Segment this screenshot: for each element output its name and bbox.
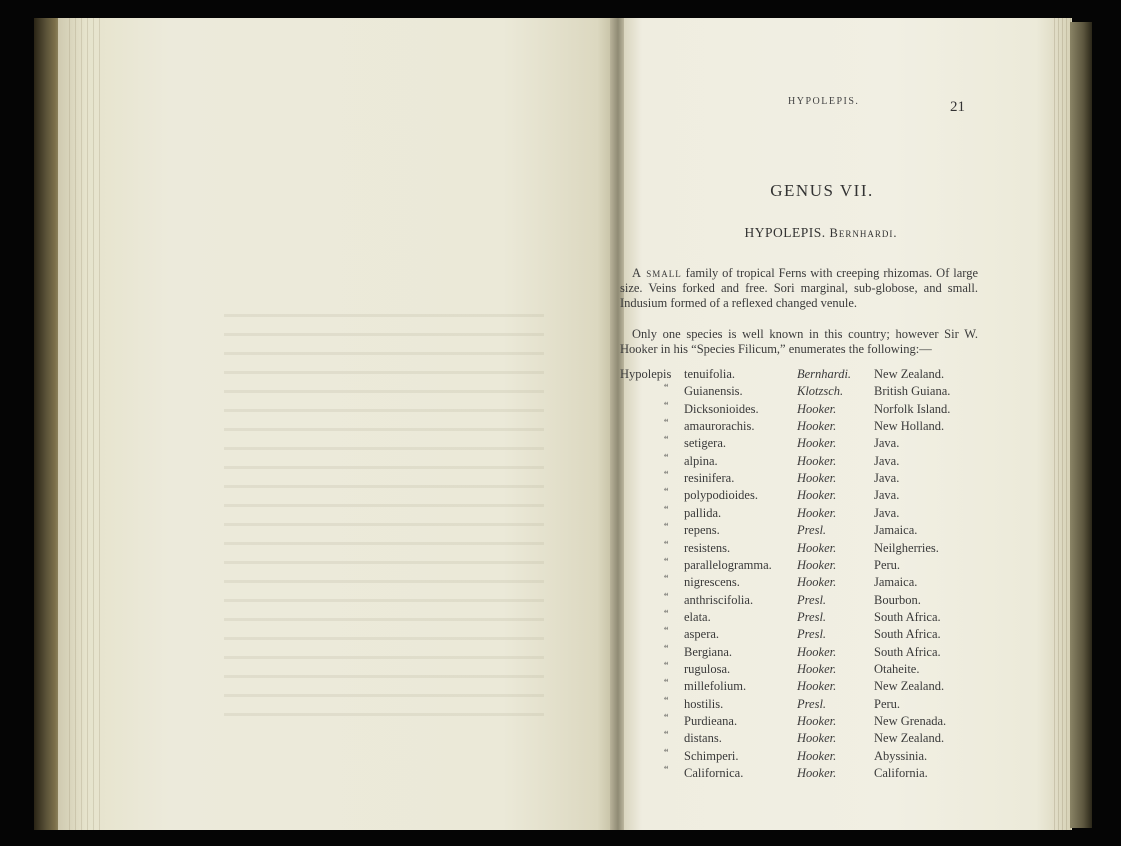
species-author: Hooker.: [797, 488, 837, 503]
species-row: [620, 593, 1000, 608]
species-row: [620, 506, 1000, 521]
bleed-through-text: [224, 298, 544, 718]
genus-heading: [656, 225, 986, 241]
species-author: Hooker.: [797, 679, 837, 694]
ditto-mark: “: [664, 418, 669, 430]
species-author: Presl.: [797, 696, 827, 711]
right-cover-edge: [1070, 22, 1092, 828]
species-author: Hooker.: [797, 748, 837, 763]
genus-authority: Bernhardi.: [829, 226, 898, 240]
species-name: aspera.: [684, 627, 720, 642]
ditto-mark: “: [664, 660, 669, 672]
ditto-mark: “: [664, 400, 669, 412]
species-row: [620, 541, 1000, 556]
species-locality: New Holland.: [874, 419, 945, 434]
species-author: Hooker.: [797, 419, 837, 434]
species-locality: New Grenada.: [874, 714, 947, 728]
species-name: rugulosa.: [684, 661, 731, 676]
species-locality: Java.: [874, 505, 900, 520]
species-name: nigrescens.: [684, 575, 740, 590]
ditto-mark: “: [664, 452, 669, 464]
running-head: HYPOLEPIS.: [788, 96, 860, 107]
species-author: Hooker.: [797, 644, 837, 659]
species-author: Presl.: [797, 592, 827, 607]
species-name: tenuifolia.: [684, 367, 736, 381]
species-author: Hooker.: [797, 436, 837, 451]
species-name: repens.: [684, 523, 720, 538]
species-name: millefolium.: [684, 679, 747, 694]
left-blank-page: [58, 18, 614, 830]
ditto-mark: “: [664, 713, 669, 724]
species-locality: Peru.: [874, 696, 901, 711]
species-row: [620, 558, 1000, 573]
ditto-mark: “: [664, 747, 669, 759]
species-author: Hooker.: [797, 401, 837, 416]
ditto-mark: “: [664, 556, 669, 568]
species-locality: New Zealand.: [874, 679, 945, 694]
species-name: distans.: [684, 731, 722, 746]
species-name: Purdieana.: [684, 714, 738, 728]
ditto-mark: “: [664, 470, 669, 482]
species-author: Presl.: [797, 627, 827, 642]
species-genus-label: Hypolepis: [620, 367, 672, 381]
species-row: [620, 662, 1000, 677]
description-paragraph: [620, 266, 978, 312]
paragraph-lead: A small: [632, 266, 682, 280]
species-name: Guianensis.: [684, 384, 743, 399]
species-name: resistens.: [684, 540, 731, 555]
species-intro-paragraph: Only one species is well known in this country; however Sir W. Hooker in his “Species Filicum,” enumerates the following:—: [620, 327, 978, 357]
species-locality: California.: [874, 766, 928, 781]
species-name: hostilis.: [684, 696, 724, 711]
species-row: [620, 471, 1000, 486]
species-row: [620, 454, 1000, 469]
species-author: Hooker.: [797, 453, 837, 468]
species-name: Bergiana.: [684, 644, 733, 659]
left-page-edges: [64, 18, 104, 830]
species-author: Presl.: [797, 609, 827, 624]
species-row: [620, 766, 1000, 781]
species-row: [620, 731, 1000, 746]
species-locality: Peru.: [874, 557, 901, 572]
ditto-mark: “: [664, 487, 669, 499]
ditto-mark: “: [664, 626, 669, 638]
species-name: alpina.: [684, 453, 718, 468]
species-author: Hooker.: [797, 540, 837, 555]
species-row: [620, 488, 1000, 503]
species-row: [620, 436, 1000, 451]
species-author: Hooker.: [797, 714, 837, 728]
page-number: 21: [950, 99, 965, 115]
species-locality: British Guiana.: [874, 384, 951, 399]
species-locality: New Zealand.: [874, 731, 945, 746]
species-row: [620, 627, 1000, 642]
ditto-mark: “: [664, 504, 669, 516]
species-name: anthriscifolia.: [684, 592, 754, 607]
species-locality: Jamaica.: [874, 575, 918, 590]
species-locality: Java.: [874, 488, 900, 503]
genus-title: GENUS VII.: [770, 181, 874, 200]
ditto-mark: “: [664, 678, 669, 690]
ditto-mark: “: [664, 574, 669, 586]
species-author: Hooker.: [797, 557, 837, 572]
species-name: Californica.: [684, 766, 744, 781]
species-row: [620, 697, 1000, 712]
species-name: Schimperi.: [684, 748, 739, 763]
species-locality: New Zealand.: [874, 367, 945, 381]
species-locality: Abyssinia.: [874, 748, 928, 763]
species-name: setigera.: [684, 436, 726, 451]
species-locality: Norfolk Island.: [874, 401, 951, 416]
ditto-mark: “: [664, 435, 669, 447]
species-name: resinifera.: [684, 471, 735, 486]
species-locality: Bourbon.: [874, 592, 921, 607]
species-author: Hooker.: [797, 505, 837, 520]
ditto-mark: “: [664, 730, 669, 742]
species-name: amaurorachis.: [684, 419, 755, 434]
species-author: Hooker.: [797, 661, 837, 676]
species-locality: Java.: [874, 453, 900, 468]
species-name: Dicksonioides.: [684, 401, 759, 416]
species-author: Hooker.: [797, 766, 837, 781]
species-author: Hooker.: [797, 731, 837, 746]
species-row: [620, 610, 1000, 625]
species-locality: South Africa.: [874, 609, 941, 624]
species-row: [620, 523, 1000, 538]
species-row: [620, 575, 1000, 590]
species-locality: South Africa.: [874, 627, 941, 642]
species-locality: Jamaica.: [874, 523, 918, 538]
species-row: [620, 384, 1000, 399]
ditto-mark: “: [664, 608, 669, 620]
species-name: parallelogramma.: [684, 557, 772, 572]
species-row: [620, 645, 1000, 660]
species-locality: Neilgherries.: [874, 540, 939, 555]
ditto-mark: “: [664, 765, 669, 777]
species-name: pallida.: [684, 505, 722, 520]
ditto-mark: “: [664, 383, 669, 395]
species-author: Hooker.: [797, 575, 837, 590]
species-author: Bernhardi.: [797, 367, 852, 381]
paragraph-body: family of tropical Ferns with creeping rhizomas. Of large size. Veins forked and free. Sori marginal, sub-globose, and small. Indusium formed of a reflexed changed venule.: [620, 266, 979, 311]
species-row: [620, 419, 1000, 434]
species-row: [620, 402, 1000, 417]
ditto-mark: “: [664, 695, 669, 707]
species-name: polypodioides.: [684, 488, 758, 503]
ditto-mark: “: [664, 539, 669, 551]
species-row: [620, 367, 1000, 382]
ditto-mark: “: [664, 643, 669, 655]
species-locality: Java.: [874, 471, 900, 486]
species-locality: Java.: [874, 436, 900, 451]
ditto-mark: “: [664, 591, 669, 603]
species-author: Klotzsch.: [797, 384, 844, 399]
ditto-mark: “: [664, 522, 669, 534]
species-locality: Otaheite.: [874, 661, 920, 676]
species-author: Presl.: [797, 523, 827, 538]
species-row: [620, 714, 1000, 729]
species-author: Hooker.: [797, 471, 837, 486]
genus-name: HYPOLEPIS.: [744, 225, 826, 240]
species-locality: South Africa.: [874, 644, 941, 659]
species-name: elata.: [684, 609, 711, 624]
species-row: [620, 749, 1000, 764]
species-row: [620, 679, 1000, 694]
